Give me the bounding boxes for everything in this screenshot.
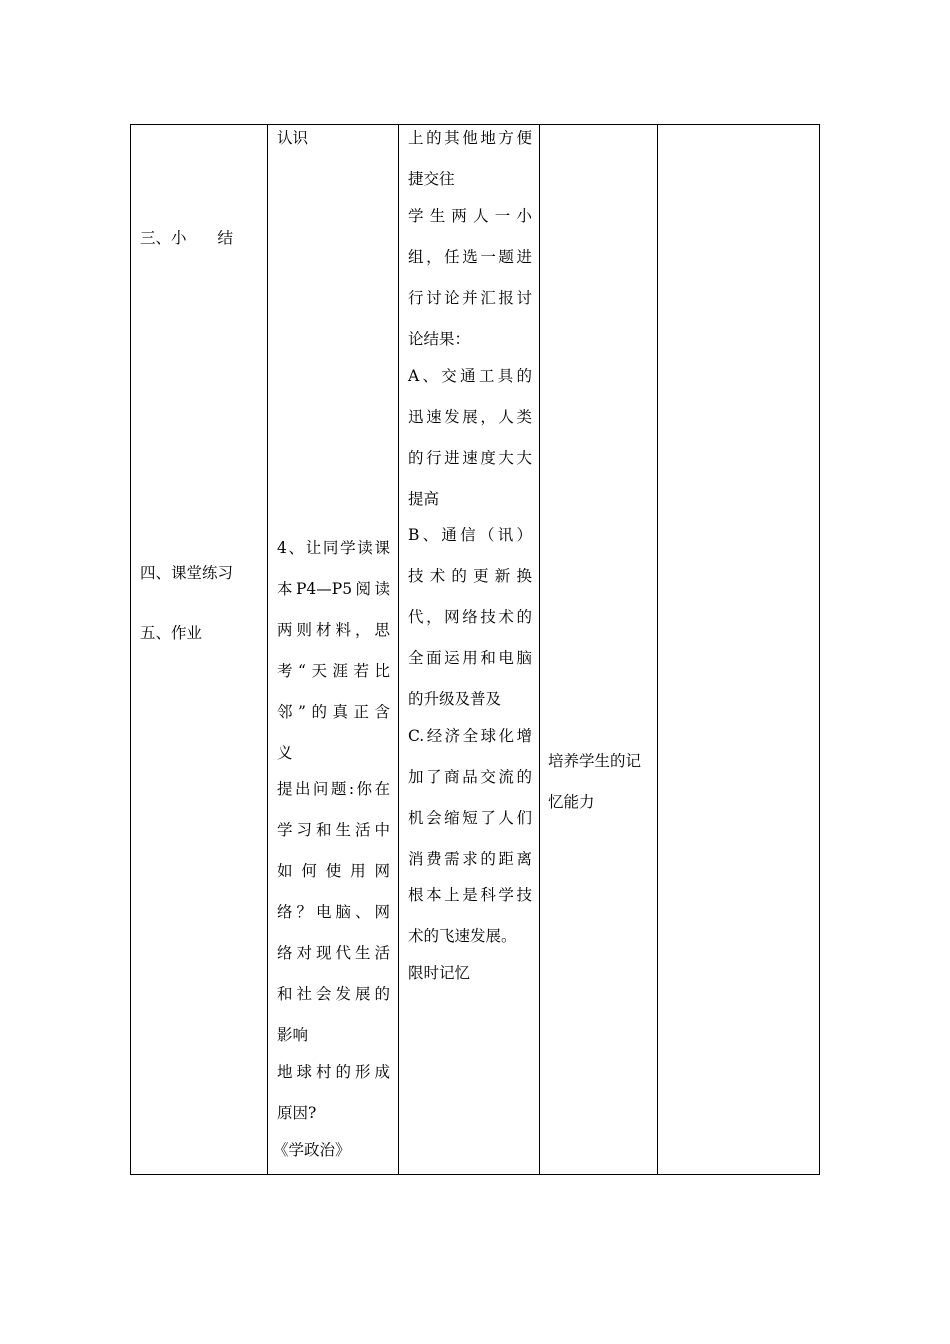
text-line: 根本上是科学技 bbox=[408, 886, 532, 904]
text-line: C.经济全球化增 bbox=[408, 727, 532, 745]
design-intent-column bbox=[539, 125, 657, 1174]
text-line: 考“天涯若比 bbox=[277, 662, 390, 680]
student-activity-column bbox=[398, 125, 539, 1174]
text-line: 术的飞速发展。 bbox=[408, 927, 517, 945]
text-line: 地球村的形成 bbox=[277, 1063, 390, 1081]
text-line: 4、让同学读课 bbox=[277, 539, 390, 557]
section-homework: 五、作业 bbox=[140, 624, 203, 642]
text-line: A、交通工具的 bbox=[408, 367, 532, 385]
text-line: 和社会发展的 bbox=[277, 985, 390, 1003]
text-line: 的行进速度大大 bbox=[408, 449, 532, 467]
text-line: 两则材料，思 bbox=[277, 621, 390, 639]
text-line: 络？电脑、网 bbox=[277, 903, 390, 921]
text-line: 学生两人一小 bbox=[408, 207, 532, 225]
lesson-plan-table bbox=[130, 124, 820, 1175]
text-line: 本P4—P5阅读 bbox=[277, 580, 390, 598]
section-classroom-practice: 四、课堂练习 bbox=[140, 564, 234, 582]
text-line: 加了商品交流的 bbox=[408, 768, 532, 786]
text-line: 络对现代生活 bbox=[277, 944, 390, 962]
text-line: 如何使用网 bbox=[277, 862, 390, 880]
text-line: 义 bbox=[277, 744, 293, 762]
text-line: 上的其他地方便 bbox=[408, 129, 532, 147]
text-line: 学习和生活中 bbox=[277, 821, 390, 839]
text-line: 机会缩短了人们 bbox=[408, 809, 532, 827]
text-line: 邻”的真正含 bbox=[277, 703, 390, 721]
section-column bbox=[131, 125, 267, 1174]
text-line: 消费需求的距离 bbox=[408, 850, 532, 868]
notes-column bbox=[657, 125, 821, 1174]
text-line: 论结果： bbox=[408, 330, 471, 348]
text-line: 忆能力 bbox=[548, 793, 595, 811]
section-summary: 三、小 结 bbox=[140, 229, 234, 247]
text-line: 培养学生的记 bbox=[548, 752, 642, 770]
text-line: 全面运用和电脑 bbox=[408, 649, 532, 667]
text-line: 《学政治》 bbox=[273, 1141, 351, 1159]
text-line: B、通信（讯） bbox=[408, 526, 532, 544]
text-line: 代，网络技术的 bbox=[408, 608, 532, 626]
teacher-activity-column bbox=[267, 125, 398, 1174]
text-line: 限时记忆 bbox=[408, 964, 471, 982]
text-line: 迅速发展，人类 bbox=[408, 408, 532, 426]
text-line: 技术的更新换 bbox=[408, 567, 532, 585]
text-line: 提高 bbox=[408, 490, 440, 508]
text-line: 认识 bbox=[277, 129, 309, 147]
text-line: 影响 bbox=[277, 1026, 309, 1044]
text-line: 的升级及普及 bbox=[408, 690, 502, 708]
text-line: 组，任选一题进 bbox=[408, 248, 532, 266]
text-line: 行讨论并汇报讨 bbox=[408, 289, 532, 307]
text-line: 捷交往 bbox=[408, 170, 455, 188]
text-line: 提出问题:你在 bbox=[277, 780, 390, 798]
text-line: 原因? bbox=[277, 1104, 317, 1122]
